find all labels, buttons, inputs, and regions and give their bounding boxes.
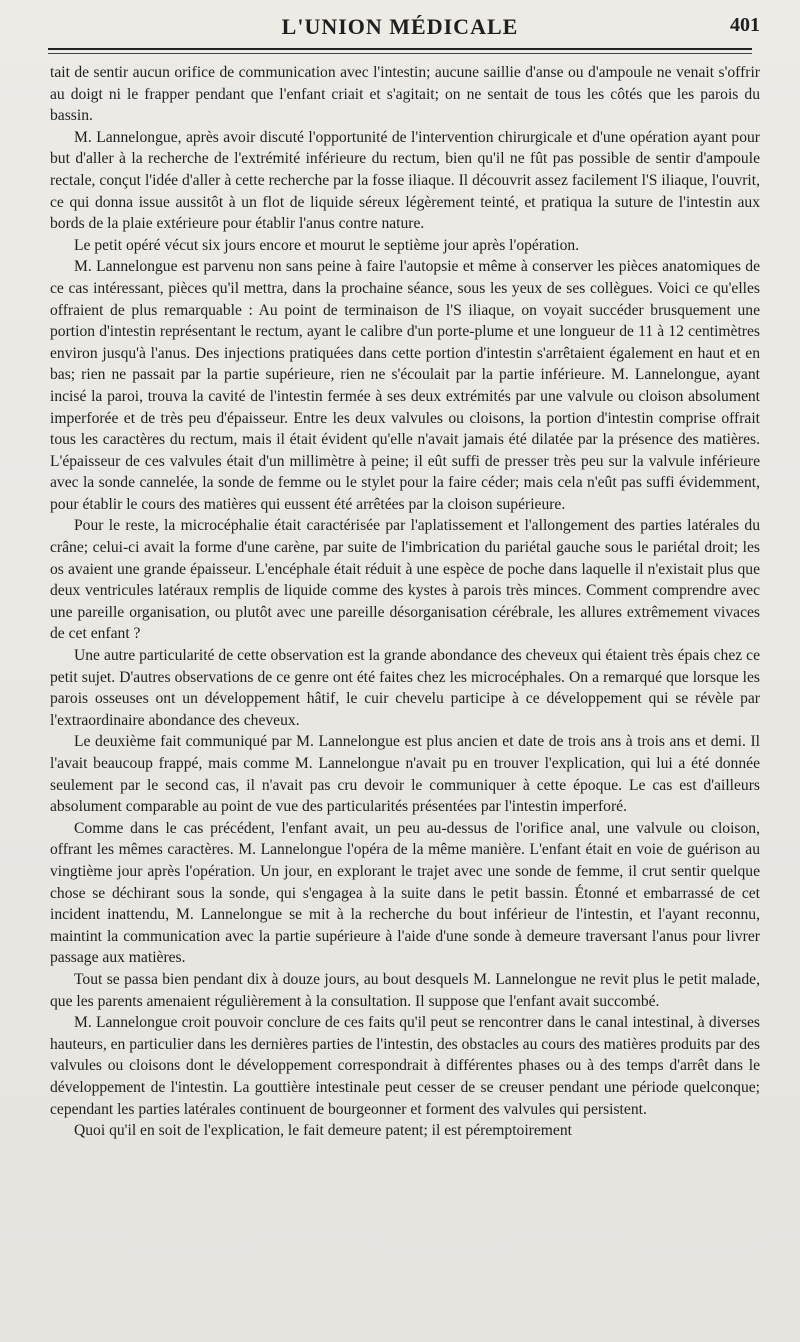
paragraph: M. Lannelongue, après avoir discuté l'opportunité de l'intervention chirurgicale et d'une opération ayant pour but d'aller à la recherche de l'extrémité inférieure du rectum, bien qu'il ne fût pas possible de sentir d'ampoule rectale, conçut l'idée d'aller à cette recherche par la fosse iliaque. Il découvrit assez facilement l'S iliaque, l'ouvrit, ce qui donna issue aussitôt à un flot de liquide séreux légèrement teinté, et pratiqua la suture de l'intestin aux bords de la plaie extérieure pour établir l'anus contre nature. <box>50 128 760 233</box>
header-rule <box>48 48 752 50</box>
paragraph: Le petit opéré vécut six jours encore et mourut le septième jour après l'opération. <box>74 236 580 254</box>
article-body <box>50 62 760 1328</box>
paragraph: Le deuxième fait communiqué par M. Lannelongue est plus ancien et date de trois ans à trois ans et demi. Il l'avait beaucoup frappé, mais comme M. Lannelongue n'avait pu en trouver l'explication, qui lui a été donnée seulement par le second cas, il n'avait pas cru devoir le communiquer à cette époque. Le cas est d'ailleurs absolument comparable au point de vue des particularités présentées par l'intestin imperforé. <box>50 733 760 816</box>
paragraph: Quoi qu'il en soit de l'explication, le fait demeure patent; il est péremptoirement <box>74 1122 572 1140</box>
page-header <box>40 14 760 46</box>
running-title: L'UNION MÉDICALE <box>281 14 519 39</box>
paragraph: M. Lannelongue est parvenu non sans peine à faire l'autopsie et même à conserver les pièces anatomiques de ce cas intéressant, pièces qu'il mettra, dans la prochaine séance, sous les yeux de ses collègues. Voici ce qu'elles offraient de plus remarquable : Au point de terminaison de l'S iliaque, on voyait succéder brusquement une portion d'intestin représentant le rectum, ayant le calibre d'un porte-plume et une longueur de 11 à 12 centimètres environ jusqu'à l'anus. Des injections pratiquées dans cette portion d'intestin s'arrêtaient également en haut et en bas; rien ne passait par la partie supérieure, rien ne s'écoulait par la partie inférieure. M. Lannelongue, ayant incisé la paroi, trouva la cavité de l'intestin fermée à ses deux extrémités par une valvule ou cloison absolument imperforée et de très peu d'épaisseur. Entre les deux valvules ou cloisons, la portion d'intestin comprise offrait tous les caractères du rectum, mais il était évident qu'elle n'avait jamais été dilatée par la présence des matières. L'épaisseur de ces valvules était d'un millimètre à peine; il eût suffi de presser très peu sur la valvule inférieure avec la sonde cannelée, la sonde de femme ou le stylet pour la faire céder; mais cela n'eût pas suffi évidemment, pour établir le cours des matières qui eussent été arrêtées par la cloison supérieure. <box>50 258 760 513</box>
paragraph: Une autre particularité de cette observation est la grande abondance des cheveux qui étaient très épais chez ce petit sujet. D'autres observations de ce genre ont été faites chez les microcéphales. On a remarqué que lorsque les parois osseuses ont un développement hâtif, le cuir chevelu participe à ce développement qui se révèle par l'extraordinaire abondance des cheveux. <box>50 647 760 729</box>
header-rule-thin <box>48 53 752 54</box>
page-number: 401 <box>730 14 760 36</box>
paragraph: M. Lannelongue croit pouvoir conclure de ces faits qu'il peut se rencontrer dans le canal intestinal, à diverses hauteurs, en particulier dans les dernières parties de l'intestin, des obstacles au cours des matières produits par des valvules ou cloisons dont le développement correspondrait à différentes phases ou à des temps d'arrêt dans le développement de l'intestin. La gouttière intestinale peut cesser de se creuser pendant une période quelconque; cependant les parties latérales continuent de bourgeonner et forment des valvules qui persistent. <box>50 1014 760 1118</box>
paragraph: Tout se passa bien pendant dix à douze jours, au bout desquels M. Lannelongue ne revit plus le petit malade, que les parents amenaient régulièrement à la consultation. Il suppose que l'enfant avait succombé. <box>50 970 760 1010</box>
paragraph: tait de sentir aucun orifice de communication avec l'intestin; aucune saillie d'anse ou d'ampoule ne venait s'offrir au doigt ni le frapper pendant que l'enfant criait et s'agitait; on ne sentait de tous les côtés que les parois du bassin. <box>50 64 760 125</box>
paragraph: Pour le reste, la microcéphalie était caractérisée par l'aplatissement et l'allongement des parties latérales du crâne; celui-ci avait la forme d'une carène, par suite de l'imbrication du pariétal gauche sous le pariétal droit; les os avaient une grande épaisseur. L'encéphale était réduit à une espèce de poche dans laquelle il n'existait plus que deux ventricules latéraux remplis de liquide comme des kystes à parois très minces. Comment comprendre avec une pareille organisation, ou plutôt avec une pareille désorganisation cérébrale, les allures extrêmement vivaces de cet enfant ? <box>50 517 760 643</box>
paragraph: Comme dans le cas précédent, l'enfant avait, un peu au-dessus de l'orifice anal, une valvule ou cloison, offrant les mêmes caractères. M. Lannelongue l'opéra de la même manière. L'enfant était en voie de guérison au vingtième jour après l'opération. Un jour, en explorant le trajet avec une sonde de femme, il crut sentir quelque chose se déchirant sous la sonde, qui s'engagea à la suite dans le petit bassin. Étonné et embarrassé de cet incident inattendu, M. Lannelongue se mit à la recherche du bout inférieur de l'intestin, et l'ayant reconnu, maintint la communication avec la partie supérieure à l'aide d'une sonde à demeure traversant l'anus pour livrer passage aux matières. <box>50 819 760 967</box>
